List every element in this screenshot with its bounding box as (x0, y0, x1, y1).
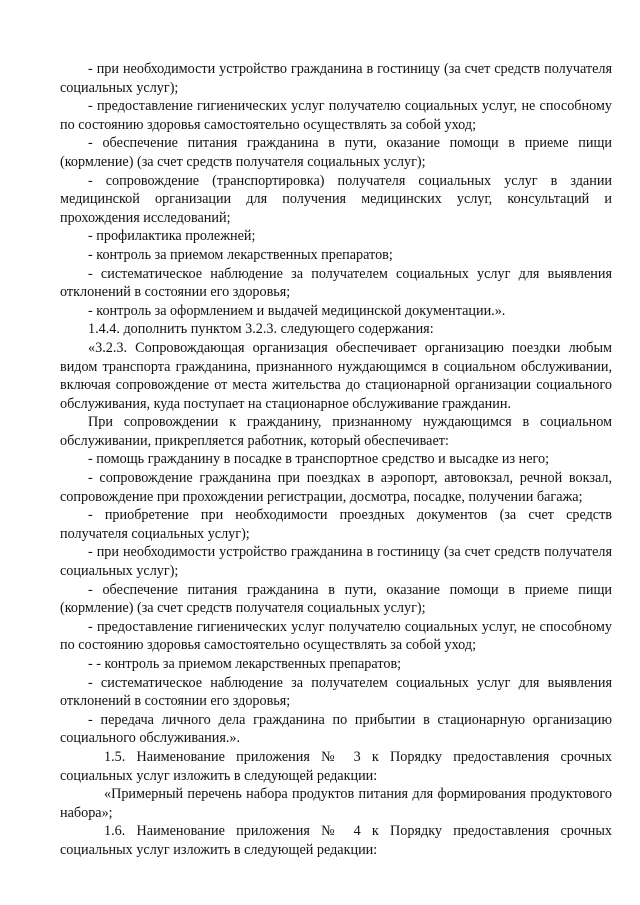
document-page (60, 60, 612, 860)
paragraph: - сопровождение (транспортировка) получателя социальных услуг в здании медицинской организации для получения медицинских услуг, консультаций и прохождения исследований; (60, 172, 612, 226)
paragraph: «3.2.3. Сопровождающая организация обеспечивает организацию поездки любым видом транспорта гражданина, признанного нуждающимся в социальном обслуживании, включая сопровождение от места жительства до стационарной организации социального обслуживания, куда поступает на стационарное обслуживание гражданин. (60, 339, 612, 412)
paragraph: - приобретение при необходимости проездных документов (за счет средств получателя социальных услуг); (60, 507, 612, 542)
paragraph: При сопровождении к гражданину, признанному нуждающимся в социальном обслуживании, прикрепляется работник, который обеспечивает: (60, 414, 612, 449)
paragraph: - обеспечение питания гражданина в пути, оказание помощи в приеме пищи (кормление) (за счет средств получателя социальных услуг); (60, 135, 612, 170)
paragraph: - систематическое наблюдение за получателем социальных услуг для выявления отклонений в состоянии его здоровья; (60, 674, 612, 710)
paragraph: - сопровождение гражданина при поездках в аэропорт, автовокзал, речной вокзал, сопровождение при прохождении регистрации, досмотра, посадке, получении багажа; (60, 470, 612, 505)
paragraph: - при необходимости устройство гражданина в гостиницу (за счет средств получателя социальных услуг); (60, 544, 612, 580)
section-heading: 1.4.4. дополнить пунктом 3.2.3. следующего содержания: (88, 321, 434, 338)
paragraph: - профилактика пролежней; (88, 228, 256, 245)
paragraph: - контроль за приемом лекарственных препаратов; (88, 246, 393, 263)
paragraph: 1.6. Наименование приложения № 4 к Порядку предоставления срочных социальных услуг изложить в следующей редакции: (60, 823, 612, 858)
paragraph: - предоставление гигиенических услуг получателю социальных услуг, не способному по состоянию здоровья самостоятельно осуществлять за собой уход; (60, 618, 612, 654)
paragraph: - помощь гражданину в посадке в транспортное средство и высадке из него; (88, 451, 550, 468)
paragraph: - передача личного дела гражданина по прибытии в стационарную организацию социального обслуживания.». (60, 711, 612, 747)
paragraph: - контроль за оформлением и выдачей медицинской документации.». (88, 302, 506, 319)
paragraph: «Примерный перечень набора продуктов питания для формирования продуктового набора»; (60, 786, 612, 821)
paragraph: - систематическое наблюдение за получателем социальных услуг для выявления отклонений в состоянии его здоровья; (60, 265, 612, 301)
paragraph: - предоставление гигиенических услуг получателю социальных услуг, не способному по состоянию здоровья самостоятельно осуществлять за собой уход; (60, 98, 612, 133)
paragraph: - обеспечение питания гражданина в пути, оказание помощи в приеме пищи (кормление) (за счет средств получателя социальных услуг); (60, 581, 612, 617)
paragraph: 1.5. Наименование приложения № 3 к Порядку предоставления срочных социальных услуг изложить в следующей редакции: (60, 748, 612, 784)
paragraph: - при необходимости устройство гражданина в гостиницу (за счет средств получателя социальных услуг); (60, 61, 612, 96)
paragraph: - - контроль за приемом лекарственных препаратов; (88, 656, 402, 672)
